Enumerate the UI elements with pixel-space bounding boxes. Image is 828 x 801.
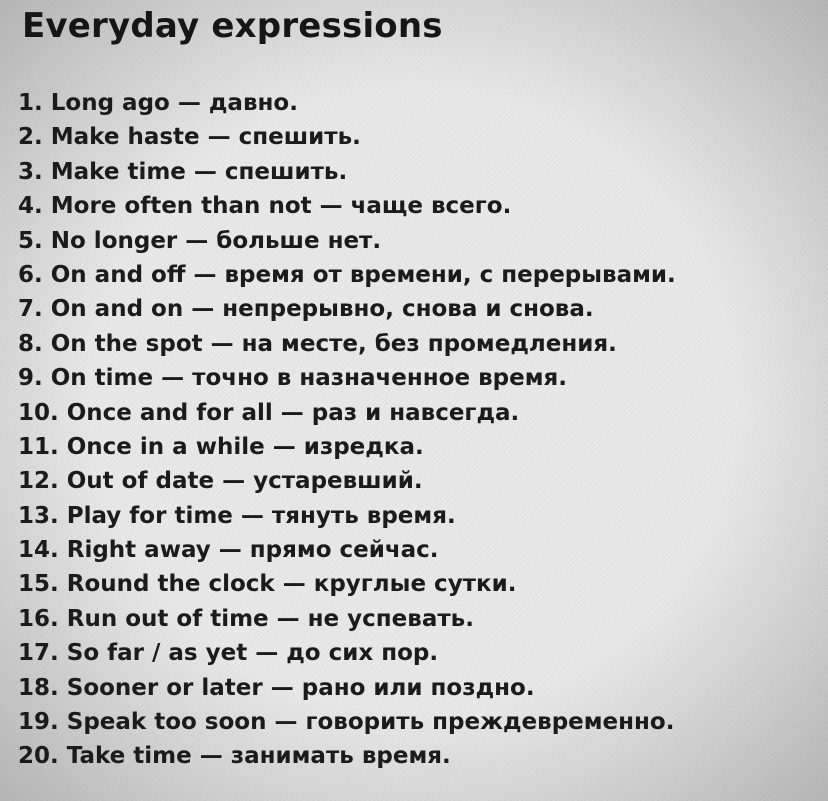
list-item — [18, 224, 676, 258]
item-text: On and off — время от времени, с перерывами. — [50, 261, 676, 288]
item-text: So far / as yet — до сих пор. — [66, 640, 439, 667]
item-number: 3. — [18, 158, 43, 185]
list-item — [18, 120, 676, 154]
list-item — [18, 602, 676, 636]
list-item — [18, 292, 676, 326]
item-text: On and on — непрерывно, снова и снова. — [50, 296, 594, 323]
item-number: 13. — [18, 502, 59, 529]
list-item — [18, 361, 676, 395]
item-text: Long ago — давно. — [50, 90, 298, 116]
item-text: Make haste — спешить. — [50, 124, 361, 151]
item-number: 19. — [18, 709, 59, 736]
item-number: 10. — [18, 399, 59, 426]
list-item — [18, 671, 676, 705]
item-text: Right away — прямо сейчас. — [66, 537, 439, 564]
expressions-list — [18, 86, 676, 774]
list-item — [18, 567, 676, 601]
item-text: Make time — спешить. — [50, 158, 348, 185]
item-number: 18. — [18, 674, 59, 701]
list-item — [18, 327, 676, 361]
item-number: 16. — [18, 605, 59, 632]
item-text: Out of date — устаревший. — [66, 468, 423, 495]
item-text: On time — точно в назначенное время. — [50, 365, 568, 392]
list-item — [18, 430, 676, 464]
item-text: Sooner or later — рано или поздно. — [66, 674, 535, 701]
list-item — [18, 189, 676, 223]
list-item — [18, 258, 676, 292]
item-text: Take time — занимать время. — [66, 743, 451, 770]
list-item — [18, 464, 676, 498]
item-text: More often than not — чаще всего. — [50, 193, 512, 220]
item-number: 12. — [18, 468, 59, 495]
page-title: Everyday expressions — [22, 6, 443, 46]
item-text: Play for time — тянуть время. — [66, 502, 456, 529]
item-number: 7. — [18, 296, 43, 323]
item-number: 8. — [18, 330, 43, 357]
item-text: Once in a while — изредка. — [66, 433, 424, 460]
item-number: 17. — [18, 640, 59, 667]
list-item — [18, 86, 676, 120]
item-number: 6. — [18, 261, 43, 288]
item-text: Run out of time — не успевать. — [66, 605, 474, 632]
list-item — [18, 396, 676, 430]
item-text: Once and for all — раз и навсегда. — [66, 399, 520, 426]
item-number: 14. — [18, 537, 59, 564]
list-item — [18, 636, 676, 670]
list-item — [18, 705, 676, 739]
item-text: Speak too soon — говорить преждевременно. — [66, 709, 675, 736]
item-number: 2. — [18, 124, 43, 151]
item-number: 1. — [18, 90, 43, 116]
list-item — [18, 533, 676, 567]
item-number: 11. — [18, 433, 59, 460]
item-number: 20. — [18, 743, 59, 770]
item-number: 4. — [18, 193, 43, 220]
list-item — [18, 739, 676, 773]
item-number: 9. — [18, 365, 43, 392]
item-text: Round the clock — круглые сутки. — [66, 571, 517, 598]
item-number: 15. — [18, 571, 59, 598]
item-text: On the spot — на месте, без промедления. — [50, 330, 617, 357]
item-text: No longer — больше нет. — [50, 227, 382, 254]
list-item — [18, 499, 676, 533]
item-number: 5. — [18, 227, 43, 254]
list-item — [18, 155, 676, 189]
